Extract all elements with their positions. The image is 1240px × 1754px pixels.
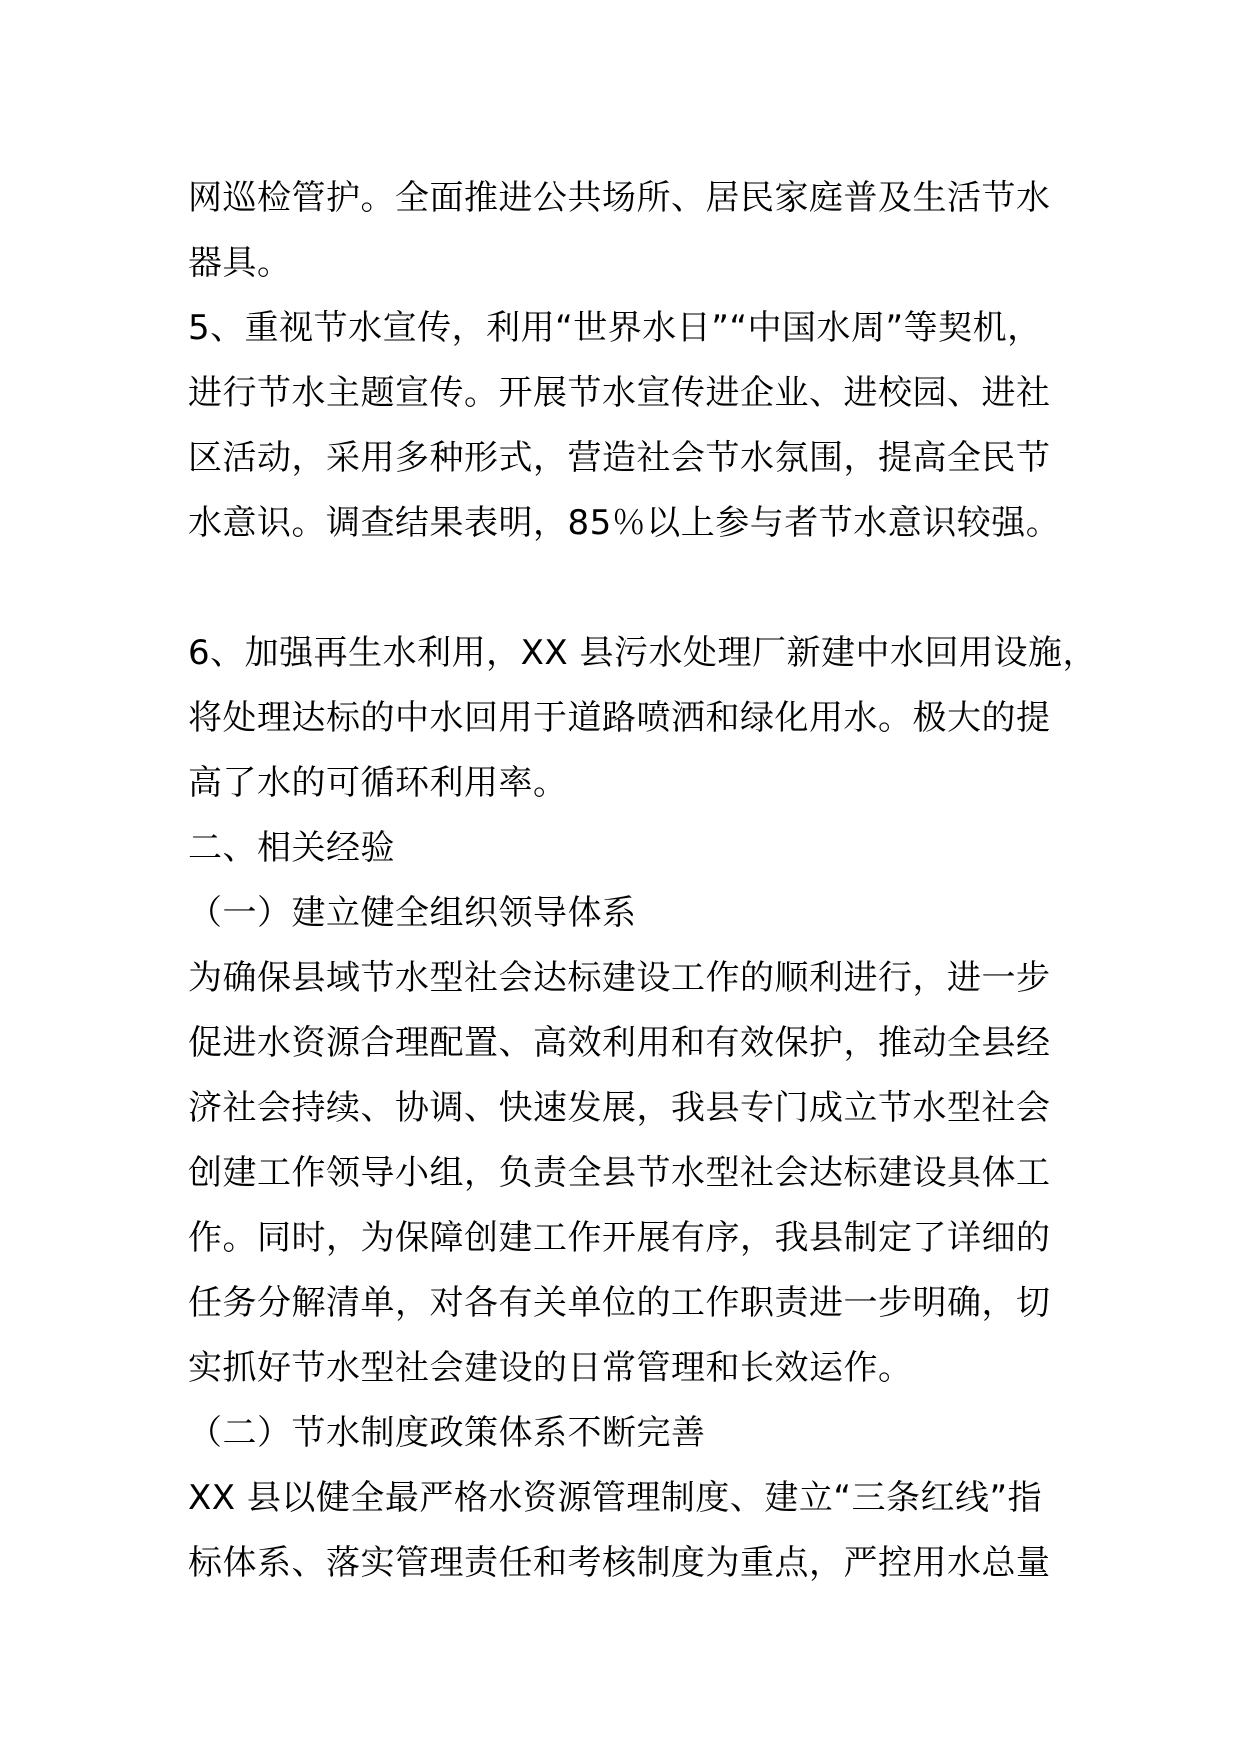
text-line: 创建工作领导小组，负责全县节水型社会达标建设具体工 bbox=[188, 1153, 1051, 1193]
text-line: 任务分解清单，对各有关单位的工作职责进一步明确，切 bbox=[188, 1283, 1051, 1323]
text-line: 为确保县域节水型社会达标建设工作的顺利进行，进一步 bbox=[188, 958, 1051, 998]
text-line: 将处理达标的中水回用于道路喷洒和绿化用水。极大的提 bbox=[188, 698, 1051, 738]
text-line: 实抓好节水型社会建设的日常管理和长效运作。 bbox=[188, 1348, 913, 1388]
subsection-heading: （二）节水制度政策体系不断完善 bbox=[188, 1413, 706, 1453]
text-line: 器具。 bbox=[188, 243, 292, 283]
text-line: 区活动，采用多种形式，营造社会节水氛围，提高全民节 bbox=[188, 438, 1051, 478]
text-line: 网巡检管护。全面推进公共场所、居民家庭普及生活节水 bbox=[188, 178, 1051, 218]
text-line: 水意识。调查结果表明，85％以上参与者节水意识较强。 bbox=[188, 503, 1061, 543]
text-line: 促进水资源合理配置、高效利用和有效保护，推动全县经 bbox=[188, 1023, 1051, 1063]
text-line: 济社会持续、协调、快速发展，我县专门成立节水型社会 bbox=[188, 1088, 1051, 1128]
text-line: 进行节水主题宣传。开展节水宣传进企业、进校园、进社 bbox=[188, 373, 1051, 413]
text-line: 作。同时，为保障创建工作开展有序，我县制定了详细的 bbox=[188, 1218, 1051, 1258]
text-line: 5、重视节水宣传，利用“世界水日”“中国水周”等契机， bbox=[188, 308, 1042, 348]
text-line: XX 县以健全最严格水资源管理制度、建立“三条红线”指 bbox=[188, 1478, 1043, 1518]
text-line: 高了水的可循环利用率。 bbox=[188, 763, 568, 803]
subsection-heading: （一）建立健全组织领导体系 bbox=[188, 893, 637, 933]
document-body bbox=[188, 166, 1098, 1596]
text-line: 标体系、落实管理责任和考核制度为重点，严控用水总量 bbox=[188, 1543, 1051, 1583]
section-heading: 二、相关经验 bbox=[188, 828, 395, 868]
text-line: 6、加强再生水利用，XX 县污水处理厂新建中水回用设施， bbox=[188, 633, 1098, 673]
blank-line bbox=[188, 556, 1088, 621]
